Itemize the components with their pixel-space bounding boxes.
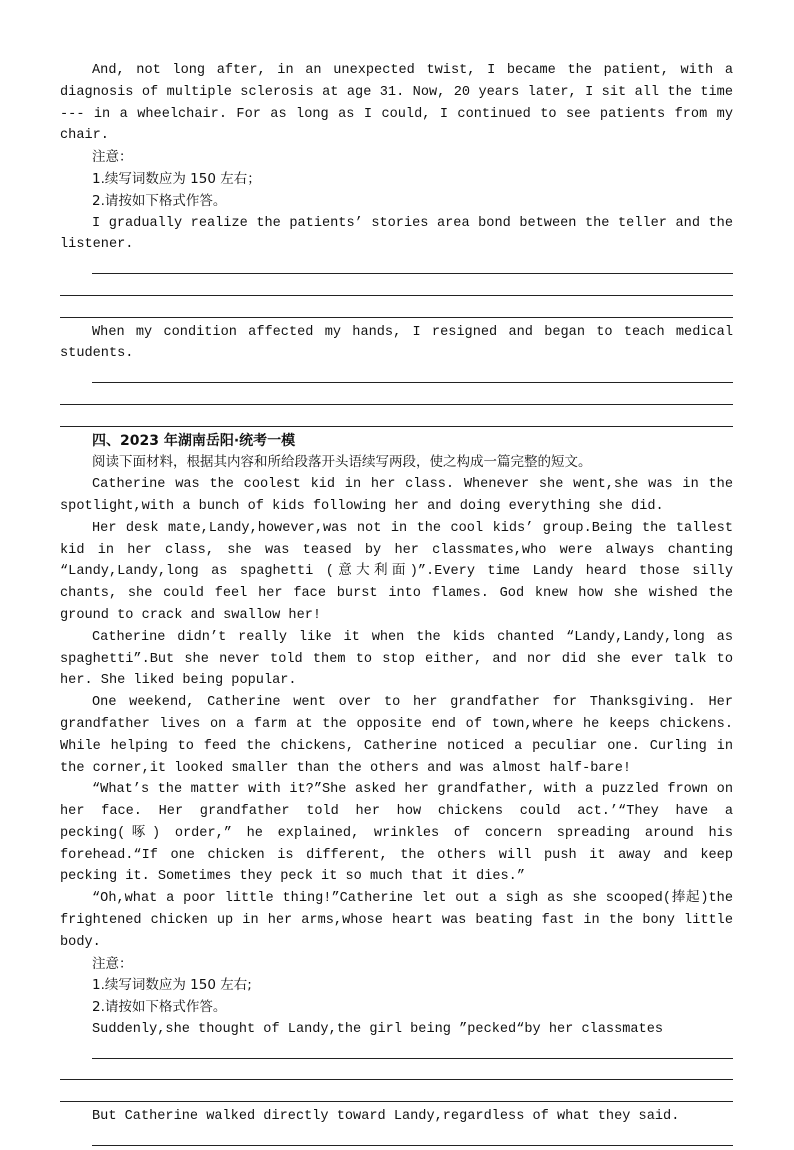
story-paragraph: One weekend, Catherine went over to her grandfather for Thanksgiving. Her grandfather lives on a farm at the opposite end of town,where he keeps chickens. While helping to feed the chickens, Catherine noticed a peculiar one. Curling in the corner,it looked smaller than the others and was almost half-bare! — [60, 695, 733, 776]
note-item: 1.续写词数应为 150 左右; — [92, 977, 252, 994]
note-item: 2.请按如下格式作答。 — [92, 999, 227, 1016]
story-paragraph: “Oh,what a poor little thing!”Catherine let out a sigh as she scooped(捧起)the frightened chicken up in her arms,whose heart was beating fast in the bony little body. — [60, 891, 733, 950]
section-heading: 四、2023 年湖南岳阳·统考一模 — [92, 432, 296, 449]
note-item: 2.请按如下格式作答。 — [92, 192, 227, 209]
story-paragraph: And, not long after, in an unexpected twist, I became the patient, with a diagnosis of multiple sclerosis at age 31. Now, 20 years later, I sit all the time --- in a wheelchair. For as long as I could, I continued to see patients from my chair. — [60, 63, 733, 144]
answer-line[interactable] — [60, 256, 733, 278]
answer-line[interactable] — [60, 409, 733, 431]
opening-sentence: But Catherine walked directly toward Landy,regardless of what they said. — [92, 1109, 680, 1125]
note-item: 1.续写词数应为 150 左右； — [92, 170, 261, 187]
answer-line[interactable] — [60, 1084, 733, 1106]
note-title: 注意： — [92, 149, 133, 166]
answer-line[interactable] — [60, 1041, 733, 1063]
opening-sentence: Suddenly,she thought of Landy,the girl being ”pecked“by her classmates — [92, 1022, 664, 1038]
story-paragraph: Catherine didn’t really like it when the kids chanted “Landy,Landy,long as spaghetti”.But she never told them to stop either, and nor did she ever talk to her. She liked being popular. — [60, 629, 733, 689]
answer-line[interactable] — [60, 387, 733, 409]
opening-sentence: When my condition affected my hands, I resigned and began to teach medical students. — [60, 324, 733, 362]
story-paragraph: Catherine was the coolest kid in her class. Whenever she went,she was in the spotlight,with a bunch of kids following her and doing everything she did. — [60, 477, 733, 514]
opening-sentence: I gradually realize the patients’ stories area bond between the teller and the listener. — [60, 215, 733, 253]
instruction-text: 阅读下面材料，根据其内容和所给段落开头语续写两段，使之构成一篇完整的短文。 — [92, 454, 592, 471]
note-title: 注意： — [92, 955, 133, 972]
story-paragraph: “What’s the matter with it?”She asked her grandfather, with a puzzled frown on her face. Her grandfather told her how chickens could act.’“They have a pecking(啄) order,” he explained, wrinkles of concern spreading around his forehead.“If one chicken is different, the others will push it away and keep pecking it. Sometimes they peck it so much that it dies.” — [60, 782, 733, 885]
document-page — [60, 60, 733, 1150]
answer-line[interactable] — [60, 1063, 733, 1085]
answer-line[interactable] — [60, 1128, 733, 1150]
story-paragraph: Her desk mate,Landy,however,was not in the cool kids’ group.Being the tallest kid in her class, she was teased by her classmates,who were always chanting “Landy,Landy,long as spaghetti (意大利面)”.Every time Landy heard those silly chants, she could feel her face burst into flames. God knew how she wished the ground to crack and swallow her! — [60, 520, 733, 623]
answer-line[interactable] — [60, 278, 733, 300]
answer-line[interactable] — [60, 300, 733, 322]
answer-line[interactable] — [60, 365, 733, 387]
